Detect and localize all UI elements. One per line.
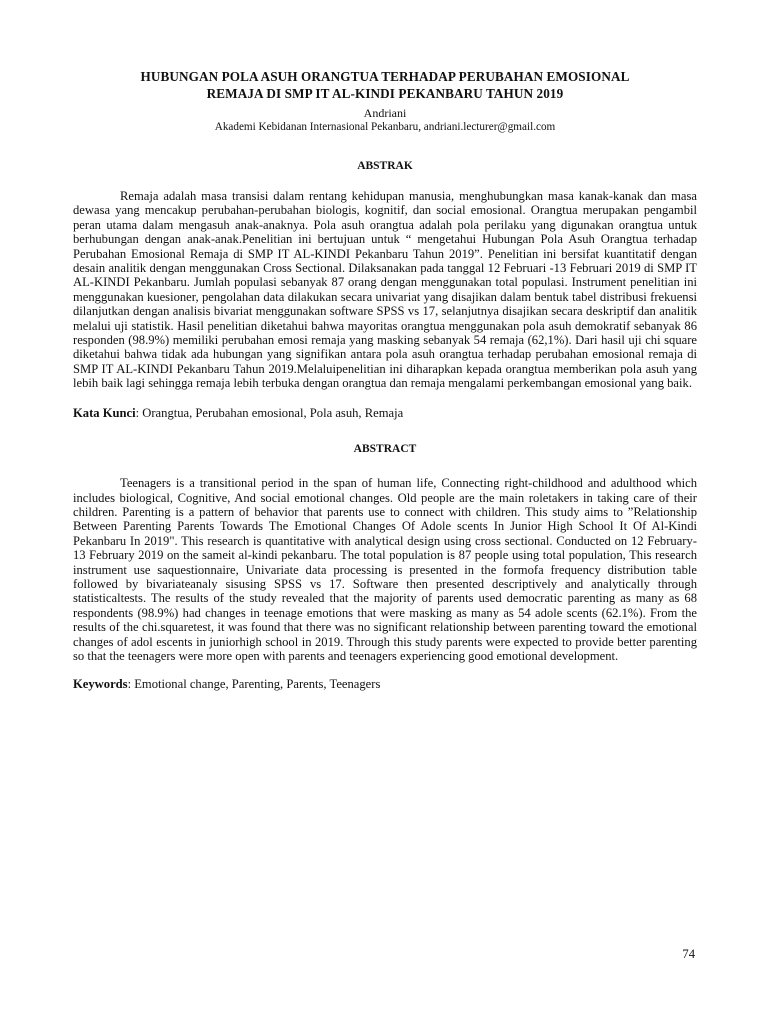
author-affiliation: Akademi Kebidanan Internasional Pekanbaru, andriani.lecturer@gmail.com [214,121,556,133]
kata-kunci-label: Kata Kunci [73,405,136,420]
abstract-heading: ABSTRACT [353,443,417,456]
paper-page [73,68,697,692]
paper-title-line-1: HUBUNGAN POLA ASUH ORANGTUA TERHADAP PERUBAHAN EMOSIONAL [140,69,630,84]
author-name: Andriani [363,106,407,120]
paper-title-line-2: REMAJA DI SMP IT AL-KINDI PEKANBARU TAHUN 2019 [206,86,564,101]
keywords [73,677,697,691]
keywords-label: Keywords [73,677,128,692]
abstract-body: Teenagers is a transitional period in the span of human life, Connecting right-childhood and adulthood which includes biological, Cognitive, And social emotional changes. Old people are the main roletakers in taking care of their children. Parenting is a pattern of behavior that parents use to connect with children. This study aims to ”Relationship Between Parenting Parents Towards The Emotional Changes Of Adole scents In Junior High School It Of Al-Kindi Pekanbaru In 2019". This research is quantitative with analytical design using cross sectional. Conducted on 12 February-13 February 2019 on the sameit al-kindi pekanbaru. The total population is 87 people using total population, This research instrument use saquestionnaire, Univariate data processing is presented in the formofa frequency distribution table followed by bivariateanaly sisusing SPSS vs 17. Software then presented descriptively and analytically through statisticaltests. The results of the study revealed that the majority of parents used democratic parenting as many as 68 respondents (98.9%) had changes in teenage emotions that were masking as many as 54 adole scents (62.1%). From the results of the chi.squaretest, it was found that there was no significant relationship between parenting toward the emotional changes of adol escents in juniorhigh school in 2019. Through this study parents were expected to provide better parenting so that the teenagers were more open with parents and teenagers experiencing good emotional development. [73,476,697,663]
abstrak-heading: ABSTRAK [357,160,413,172]
keywords-text: : Emotional change, Parenting, Parents, Teenagers [127,677,381,692]
kata-kunci [73,406,697,420]
page-number: 74 [682,947,695,961]
kata-kunci-text: : Orangtua, Perubahan emosional, Pola asuh, Remaja [135,405,404,420]
paper-title [73,68,697,102]
abstrak-body: Remaja adalah masa transisi dalam rentang kehidupan manusia, menghubungkan masa kanak-kanak dan masa dewasa yang mencakup perubahan-perubahan biologis, kognitif, dan social emosional. Orangtua merupakan pengambil peran utama dalam mengasuh anak-anaknya. Pola asuh orangtua adalah pola perilaku yang digunakan orangtua untuk berhubungan dengan anak-anak.Penelitian ini bertujuan untuk “ mengetahui Hubungan Pola Asuh Orangtua terhadap Perubahan Emosional Remaja di SMP IT AL-KINDI Pekanbaru Tahun 2019”. Penelitian ini bersifat kuantitatif dengan desain analitik dengan menggunakan Cross Sectional. Dilaksanakan pada tanggal 12 Februari -13 Februari 2019 di SMP IT AL-KINDI Pekanbaru. Jumlah populasi sebanyak 87 orang dengan menggunakan total populasi. Instrument penelitian ini menggunakan kuesioner, pengolahan data dilakukan secara univariat yang disajikan dalam bentuk tabel distribusi frekuensi dilanjutkan dengan analisis bivariat menggunakan software SPSS vs 17, selanjutnya disajikan secara deskriptif dan analitik melalui uji statistik. Hasil penelitian diketahui bahwa mayoritas orangtua menggunakan pola asuh demokratif sebanyak 86 responden (98.9%) memiliki perubahan emosi remaja yang masking sebanyak 54 remaja (62,1%). Dari hasil uji chi square diketahui bahwa tidak ada hubungan yang signifikan antara pola asuh orangtua terhadap perubahan emosional remaja di SMP IT AL-KINDI Pekanbaru Tahun 2019.Melaluipenelitian ini diharapkan kepada orangtua memberikan pola asuh yang lebih baik lagi sehingga remaja lebih terbuka dengan orangtua dan remaja mengalami perkembangan emosional yang baik. [73,189,697,391]
